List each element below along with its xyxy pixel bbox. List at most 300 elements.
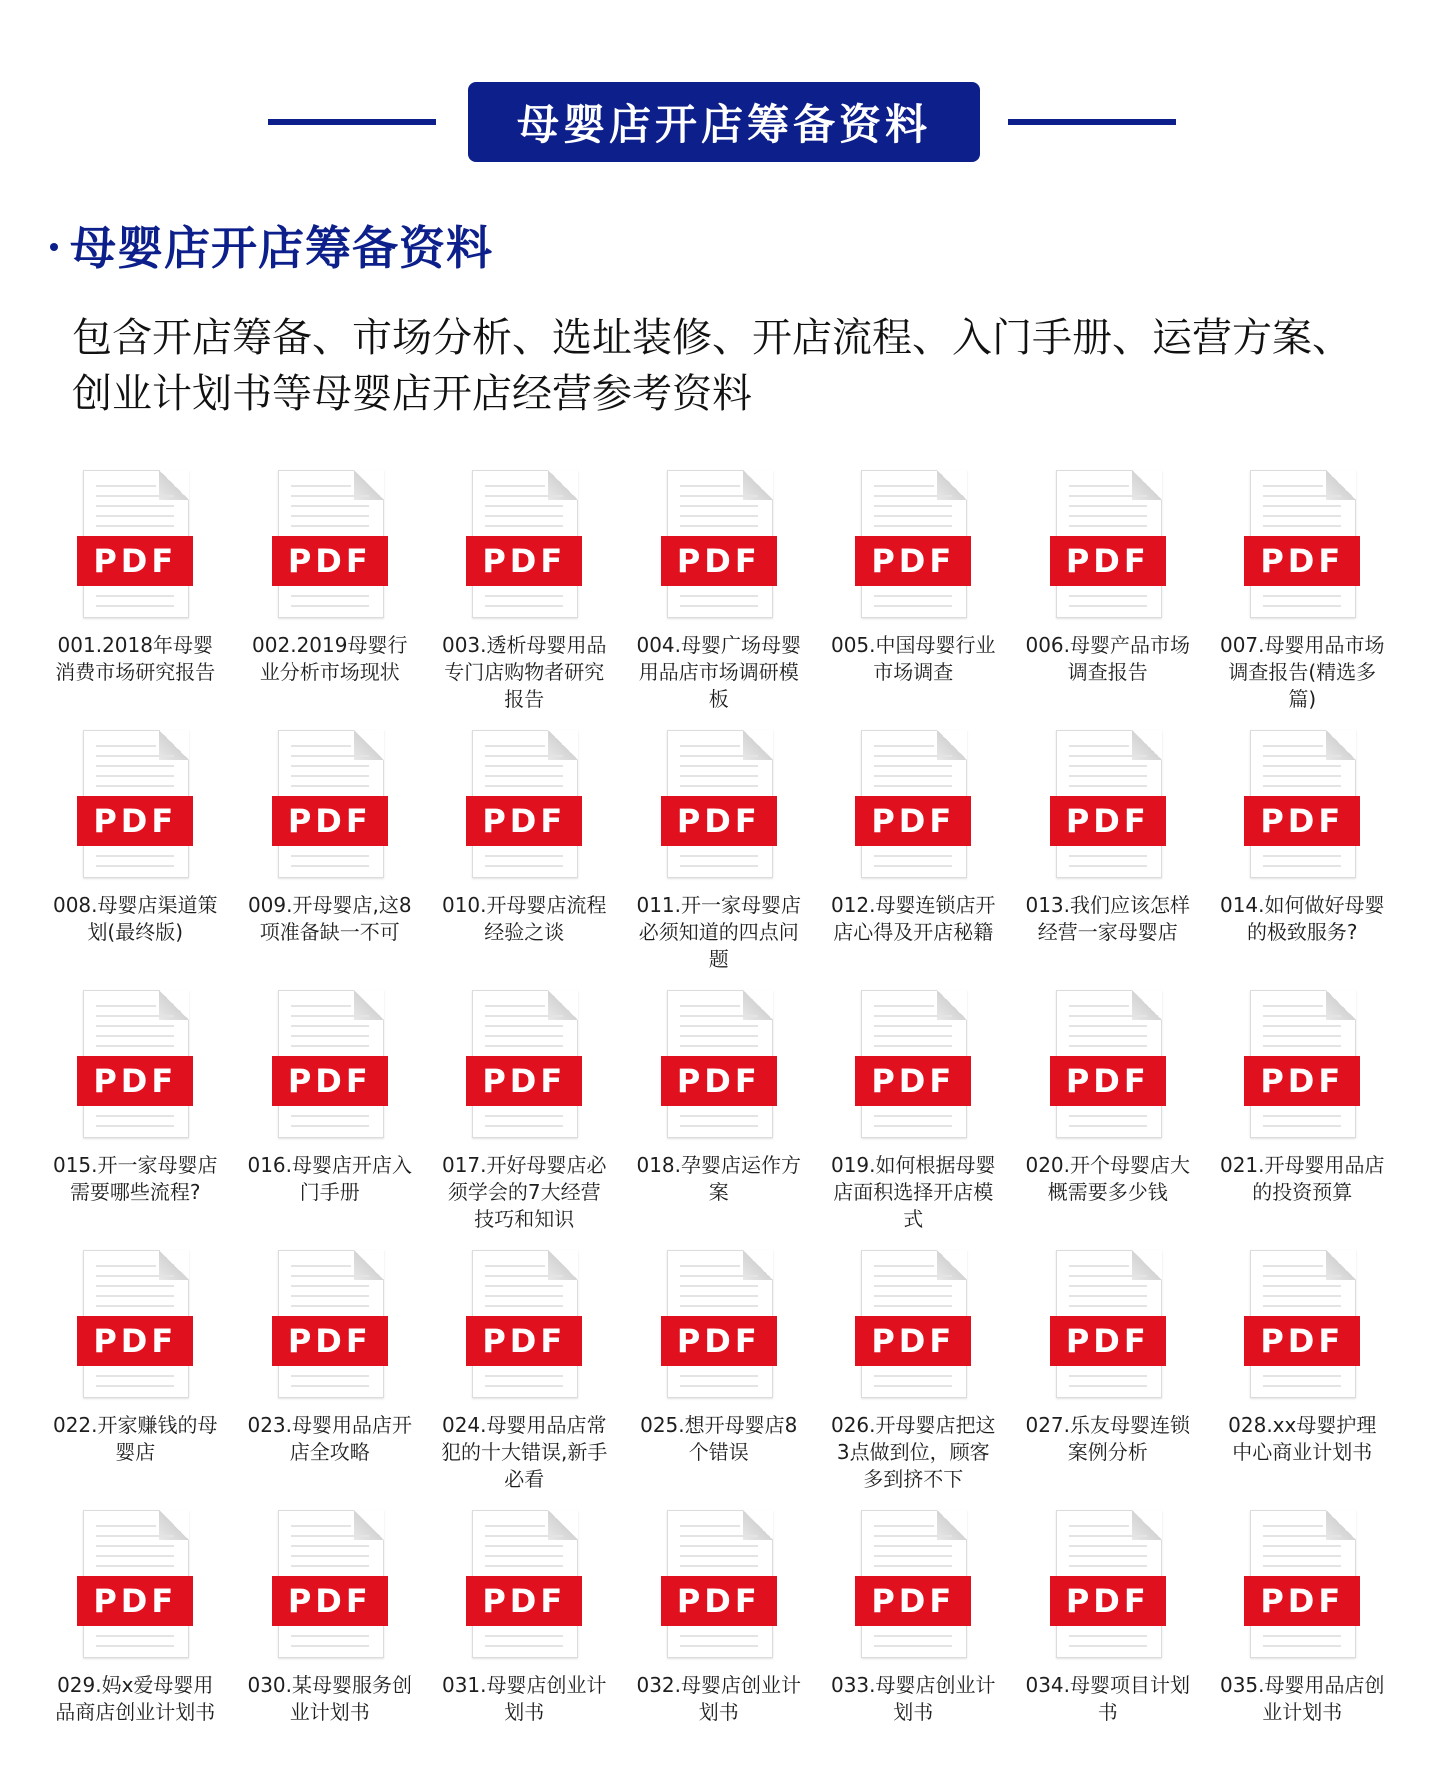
- file-item[interactable]: [427, 1510, 622, 1770]
- page-text-line: [874, 755, 952, 757]
- page-text-line: [291, 1375, 369, 1377]
- page-text-line: [291, 1645, 369, 1647]
- page-text-line: [485, 765, 563, 767]
- section-description: [72, 310, 1392, 422]
- pdf-file-icon: [1050, 730, 1166, 878]
- page-text-line: [1263, 1545, 1341, 1547]
- page-text-line: [680, 605, 758, 607]
- page-text-line: [485, 595, 563, 597]
- page-text-line: [1069, 745, 1129, 747]
- page-text-line: [291, 525, 369, 527]
- section-title: 母婴店开店筹备资料: [70, 221, 493, 275]
- file-item[interactable]: [427, 990, 622, 1250]
- file-name: 025.想开母婴店8个错误: [640, 1413, 798, 1464]
- pdf-badge: PDF: [661, 796, 777, 846]
- page-text-line: [291, 485, 351, 487]
- pdf-badge: PDF: [1050, 1056, 1166, 1106]
- page-text-line: [874, 1125, 952, 1127]
- page-text-line: [1069, 855, 1147, 857]
- file-name: 021.开母婴用品店的投资预算: [1219, 1153, 1385, 1204]
- page-text-line: [680, 1025, 758, 1027]
- page-text-line: [1069, 1005, 1129, 1007]
- page-text-line: [1263, 1645, 1341, 1647]
- page-text-line: [1069, 485, 1129, 487]
- page-text-line: [874, 745, 934, 747]
- file-item[interactable]: [233, 1510, 428, 1770]
- file-item[interactable]: [233, 730, 428, 990]
- page-text-line: [680, 855, 758, 857]
- file-item[interactable]: [816, 990, 1011, 1250]
- page-text-line: [1263, 1025, 1341, 1027]
- page-text-line: [1263, 855, 1341, 857]
- page-text-line: [291, 1635, 369, 1637]
- file-item[interactable]: [38, 730, 233, 990]
- file-item[interactable]: [38, 990, 233, 1250]
- pdf-file-icon: [1244, 990, 1360, 1138]
- pdf-file-icon: [1050, 470, 1166, 618]
- pdf-badge: PDF: [466, 796, 582, 846]
- file-name: 031.母婴店创业计划书: [441, 1673, 607, 1724]
- file-item[interactable]: [816, 1250, 1011, 1510]
- page-text-line: [1263, 785, 1341, 787]
- file-name: 033.母婴店创业计划书: [830, 1673, 996, 1724]
- pdf-file-icon: [77, 730, 193, 878]
- page-text-line: [680, 1535, 758, 1537]
- page-text-line: [291, 1535, 369, 1537]
- file-name: 009.开母婴店,这8项准备缺一不可: [247, 893, 412, 944]
- pdf-file-icon: [272, 1250, 388, 1398]
- page-text-line: [1263, 1125, 1341, 1127]
- page-text-line: [1069, 1545, 1147, 1547]
- pdf-file-icon: [1244, 1510, 1360, 1658]
- page-text-line: [680, 1275, 758, 1277]
- page-text-line: [291, 495, 369, 497]
- page-text-line: [96, 1015, 174, 1017]
- page-text-line: [680, 1005, 740, 1007]
- file-item[interactable]: [1205, 1250, 1400, 1510]
- page-text-line: [680, 515, 758, 517]
- file-name: 018.孕婴店运作方案: [636, 1153, 802, 1204]
- page-text-line: [291, 1045, 369, 1047]
- page-text-line: [680, 495, 758, 497]
- page-text-line: [96, 1545, 174, 1547]
- pdf-badge: PDF: [855, 1056, 971, 1106]
- pdf-file-icon: [466, 730, 582, 878]
- pdf-badge: PDF: [855, 1576, 971, 1626]
- page-text-line: [485, 1305, 563, 1307]
- page-text-line: [680, 1305, 758, 1307]
- page-text-line: [485, 1295, 563, 1297]
- file-name: 014.如何做好母婴的极致服务?: [1219, 893, 1385, 944]
- page-text-line: [96, 1305, 174, 1307]
- page-text-line: [485, 775, 563, 777]
- page-text-line: [485, 1285, 563, 1287]
- page-text-line: [680, 765, 758, 767]
- page-text-line: [96, 775, 174, 777]
- page-text-line: [485, 495, 563, 497]
- file-name: 020.开个母婴店大概需要多少钱: [1025, 1153, 1191, 1204]
- page-text-line: [1263, 1015, 1341, 1017]
- page-text-line: [291, 1265, 351, 1267]
- file-name: 011.开一家母婴店必须知道的四点问题: [636, 893, 802, 971]
- page-text-line: [485, 1275, 563, 1277]
- page-text-line: [485, 1555, 563, 1557]
- file-item[interactable]: [622, 990, 817, 1250]
- page-text-line: [1069, 505, 1147, 507]
- page-text-line: [680, 595, 758, 597]
- page-text-line: [680, 485, 740, 487]
- file-item[interactable]: [38, 470, 233, 730]
- page-text-line: [485, 1535, 563, 1537]
- page-text-line: [96, 1565, 174, 1567]
- file-item[interactable]: [622, 1250, 817, 1510]
- page-text-line: [485, 1385, 563, 1387]
- page-text-line: [485, 1045, 563, 1047]
- pdf-file-icon: [1050, 1510, 1166, 1658]
- pdf-badge: PDF: [272, 536, 388, 586]
- pdf-badge: PDF: [1244, 796, 1360, 846]
- file-item[interactable]: [38, 1250, 233, 1510]
- page-text-line: [291, 1525, 351, 1527]
- file-name: 003.透析母婴用品专门店购物者研究报告: [441, 633, 607, 711]
- description-line-2: 创业计划书等母婴店开店经营参考资料: [72, 371, 752, 417]
- page-text-line: [1069, 1285, 1147, 1287]
- pdf-badge: PDF: [1244, 536, 1360, 586]
- pdf-file-icon: [1244, 470, 1360, 618]
- page-text-line: [96, 595, 174, 597]
- pdf-badge: PDF: [272, 1576, 388, 1626]
- page-text-line: [1263, 1285, 1341, 1287]
- page-text-line: [1069, 765, 1147, 767]
- page-text-line: [874, 605, 952, 607]
- file-name: 007.母婴用品市场调查报告(精选多篇): [1219, 633, 1385, 711]
- pdf-file-icon: [77, 990, 193, 1138]
- page-text-line: [1069, 785, 1147, 787]
- page-text-line: [1263, 1555, 1341, 1557]
- page-text-line: [96, 505, 174, 507]
- page-text-line: [96, 1375, 174, 1377]
- file-name: 024.母婴用品店常犯的十大错误,新手必看: [441, 1413, 608, 1491]
- pdf-file-icon: [466, 990, 582, 1138]
- page-text-line: [874, 515, 952, 517]
- page-text-line: [874, 485, 934, 487]
- page-text-line: [485, 1115, 563, 1117]
- file-name: 023.母婴用品店开店全攻略: [247, 1413, 413, 1464]
- file-name: 017.开好母婴店必须学会的7大经营技巧和知识: [441, 1153, 607, 1231]
- page-text-line: [96, 525, 174, 527]
- page-text-line: [291, 1555, 369, 1557]
- page-text-line: [680, 1295, 758, 1297]
- page-text-line: [485, 755, 563, 757]
- page-text-line: [485, 1125, 563, 1127]
- page-text-line: [96, 1045, 174, 1047]
- page-text-line: [1069, 1035, 1147, 1037]
- page-text-line: [680, 1635, 758, 1637]
- pdf-file-icon: [466, 1510, 582, 1658]
- file-item[interactable]: [622, 470, 817, 730]
- page-text-line: [1069, 605, 1147, 607]
- page-text-line: [1263, 495, 1341, 497]
- page-text-line: [485, 855, 563, 857]
- page-text-line: [96, 755, 174, 757]
- page-text-line: [1069, 1535, 1147, 1537]
- page-text-line: [291, 595, 369, 597]
- page-text-line: [874, 1025, 952, 1027]
- file-name: 019.如何根据母婴店面积选择开店模式: [830, 1153, 996, 1231]
- file-name: 026.开母婴店把这3点做到位，顾客多到挤不下: [830, 1413, 996, 1491]
- file-name: 006.母婴产品市场调查报告: [1025, 633, 1191, 684]
- page-text-line: [874, 1045, 952, 1047]
- page-text-line: [96, 1285, 174, 1287]
- pdf-badge: PDF: [661, 1056, 777, 1106]
- file-name: 013.我们应该怎样经营一家母婴店: [1025, 893, 1191, 944]
- page-text-line: [874, 1005, 934, 1007]
- page-text-line: [485, 1265, 545, 1267]
- page-text-line: [291, 605, 369, 607]
- page-text-line: [1069, 495, 1147, 497]
- page-text-line: [485, 605, 563, 607]
- page-text-line: [1069, 1295, 1147, 1297]
- pdf-file-icon: [661, 990, 777, 1138]
- pdf-file-icon: [1244, 730, 1360, 878]
- file-item[interactable]: [1205, 470, 1400, 730]
- pdf-badge: PDF: [1050, 1316, 1166, 1366]
- page-text-line: [1069, 1645, 1147, 1647]
- pdf-badge: PDF: [272, 1316, 388, 1366]
- page-text-line: [291, 1285, 369, 1287]
- pdf-badge: PDF: [77, 536, 193, 586]
- pdf-badge: PDF: [1244, 1576, 1360, 1626]
- file-item[interactable]: [1205, 730, 1400, 990]
- page-text-line: [1263, 1035, 1341, 1037]
- page-text-line: [485, 1035, 563, 1037]
- page-text-line: [96, 1555, 174, 1557]
- page-text-line: [485, 1015, 563, 1017]
- page-text-line: [1069, 525, 1147, 527]
- file-item[interactable]: [1011, 730, 1206, 990]
- page-text-line: [874, 1285, 952, 1287]
- pdf-file-icon: [466, 1250, 582, 1398]
- page-text-line: [1263, 745, 1323, 747]
- page-text-line: [680, 1045, 758, 1047]
- pdf-file-icon: [272, 1510, 388, 1658]
- banner-title: 母婴店开店筹备资料: [468, 82, 980, 162]
- pdf-badge: PDF: [1050, 1576, 1166, 1626]
- pdf-badge: PDF: [661, 536, 777, 586]
- page-text-line: [291, 1565, 369, 1567]
- page-text-line: [1069, 595, 1147, 597]
- page-text-line: [291, 1305, 369, 1307]
- page-text-line: [1263, 1115, 1341, 1117]
- page-text-line: [874, 855, 952, 857]
- page-text-line: [874, 1635, 952, 1637]
- page-text-line: [680, 525, 758, 527]
- page-text-line: [96, 515, 174, 517]
- page-text-line: [485, 1545, 563, 1547]
- page-text-line: [1069, 1305, 1147, 1307]
- page-text-line: [1069, 1045, 1147, 1047]
- page-text-line: [1263, 765, 1341, 767]
- page-text-line: [96, 765, 174, 767]
- page-text-line: [291, 855, 369, 857]
- file-name: 029.妈x爱母婴用品商店创业计划书: [55, 1673, 216, 1724]
- file-item[interactable]: [1205, 990, 1400, 1250]
- file-name: 004.母婴广场母婴用品店市场调研模板: [636, 633, 802, 711]
- page-text-line: [680, 1285, 758, 1287]
- page-text-line: [680, 1115, 758, 1117]
- page-text-line: [291, 775, 369, 777]
- page-text-line: [1263, 1265, 1323, 1267]
- page-text-line: [1263, 1045, 1341, 1047]
- pdf-file-icon: [661, 470, 777, 618]
- file-item[interactable]: [233, 470, 428, 730]
- file-name: 001.2018年母婴消费市场研究报告: [55, 633, 216, 684]
- page-text-line: [485, 745, 545, 747]
- pdf-file-icon: [855, 1250, 971, 1398]
- page-text-line: [680, 1645, 758, 1647]
- page-text-line: [291, 785, 369, 787]
- pdf-badge: PDF: [77, 1576, 193, 1626]
- file-item[interactable]: [233, 990, 428, 1250]
- page-text-line: [1263, 1275, 1341, 1277]
- pdf-badge: PDF: [272, 796, 388, 846]
- page-text-line: [96, 1035, 174, 1037]
- page-text-line: [680, 1555, 758, 1557]
- pdf-file-icon: [77, 1510, 193, 1658]
- page-text-line: [96, 605, 174, 607]
- page-text-line: [485, 1645, 563, 1647]
- page-text-line: [680, 1545, 758, 1547]
- file-name: 010.开母婴店流程经验之谈: [441, 893, 607, 944]
- page-text-line: [96, 485, 156, 487]
- page-text-line: [1069, 1025, 1147, 1027]
- page-text-line: [874, 1375, 952, 1377]
- page-text-line: [1069, 755, 1147, 757]
- file-item[interactable]: [816, 1510, 1011, 1770]
- page-text-line: [680, 755, 758, 757]
- page-text-line: [485, 1525, 545, 1527]
- page-text-line: [291, 1015, 369, 1017]
- page-text-line: [1263, 485, 1323, 487]
- page-text-line: [680, 865, 758, 867]
- file-name: 002.2019母婴行业分析市场现状: [252, 633, 408, 684]
- page-text-line: [874, 595, 952, 597]
- file-name: 030.某母婴服务创业计划书: [247, 1673, 413, 1724]
- page-text-line: [874, 495, 952, 497]
- page-text-line: [1069, 1265, 1129, 1267]
- page-text-line: [680, 1525, 740, 1527]
- page-text-line: [1263, 865, 1341, 867]
- page-text-line: [874, 505, 952, 507]
- page-text-line: [96, 1295, 174, 1297]
- page-text-line: [291, 745, 351, 747]
- page-text-line: [291, 1295, 369, 1297]
- page-text-line: [874, 1265, 934, 1267]
- pdf-badge: PDF: [77, 796, 193, 846]
- title-banner: [0, 82, 1440, 162]
- page-text-line: [680, 1125, 758, 1127]
- file-name: 022.开家赚钱的母婴店: [52, 1413, 218, 1464]
- file-item[interactable]: [38, 1510, 233, 1770]
- page-text-line: [1069, 1015, 1147, 1017]
- file-item[interactable]: [622, 730, 817, 990]
- pdf-file-icon: [855, 730, 971, 878]
- page-text-line: [291, 1115, 369, 1117]
- pdf-file-icon: [77, 470, 193, 618]
- pdf-badge: PDF: [466, 536, 582, 586]
- page-text-line: [1069, 515, 1147, 517]
- file-item[interactable]: [427, 1250, 622, 1510]
- page-text-line: [96, 1275, 174, 1277]
- page-text-line: [1263, 1635, 1341, 1637]
- pdf-file-icon: [272, 730, 388, 878]
- page-text-line: [96, 1535, 174, 1537]
- page-text-line: [1069, 1555, 1147, 1557]
- pdf-badge: PDF: [1050, 536, 1166, 586]
- page-text-line: [485, 865, 563, 867]
- pdf-badge: PDF: [466, 1056, 582, 1106]
- file-item[interactable]: [816, 730, 1011, 990]
- pdf-badge: PDF: [661, 1316, 777, 1366]
- file-item[interactable]: [1011, 1510, 1206, 1770]
- file-item[interactable]: [1205, 1510, 1400, 1770]
- pdf-file-icon: [661, 730, 777, 878]
- page-text-line: [96, 745, 156, 747]
- page-text-line: [485, 485, 545, 487]
- page-text-line: [291, 1385, 369, 1387]
- page-text-line: [874, 1555, 952, 1557]
- file-item[interactable]: [622, 1510, 817, 1770]
- pdf-file-icon: [1244, 1250, 1360, 1398]
- page-text-line: [680, 1385, 758, 1387]
- file-item[interactable]: [1011, 1250, 1206, 1510]
- file-item[interactable]: [1011, 990, 1206, 1250]
- file-item[interactable]: [427, 730, 622, 990]
- page-text-line: [291, 1125, 369, 1127]
- pdf-file-icon: [855, 990, 971, 1138]
- page-text-line: [1263, 1385, 1341, 1387]
- pdf-badge: PDF: [466, 1316, 582, 1366]
- page-text-line: [874, 1275, 952, 1277]
- page-text-line: [1263, 1305, 1341, 1307]
- page-text-line: [1069, 1385, 1147, 1387]
- pdf-file-icon: [661, 1510, 777, 1658]
- file-name: 008.母婴店渠道策划(最终版): [52, 893, 218, 944]
- page-text-line: [1069, 775, 1147, 777]
- file-name: 028.xx母婴护理中心商业计划书: [1228, 1413, 1377, 1464]
- page-text-line: [1069, 1525, 1129, 1527]
- page-text-line: [96, 1635, 174, 1637]
- page-text-line: [485, 1635, 563, 1637]
- page-text-line: [874, 765, 952, 767]
- file-item[interactable]: [816, 470, 1011, 730]
- page-text-line: [874, 1565, 952, 1567]
- file-item[interactable]: [233, 1250, 428, 1510]
- page-text-line: [291, 865, 369, 867]
- page-text-line: [874, 1115, 952, 1117]
- page-text-line: [680, 775, 758, 777]
- file-item[interactable]: [427, 470, 622, 730]
- page-text-line: [874, 1305, 952, 1307]
- page-text-line: [1069, 1375, 1147, 1377]
- file-item[interactable]: [1011, 470, 1206, 730]
- page-text-line: [680, 1565, 758, 1567]
- page-text-line: [96, 1645, 174, 1647]
- page-text-line: [96, 1265, 156, 1267]
- pdf-badge: PDF: [1050, 796, 1166, 846]
- page-text-line: [874, 1645, 952, 1647]
- page-text-line: [680, 1265, 740, 1267]
